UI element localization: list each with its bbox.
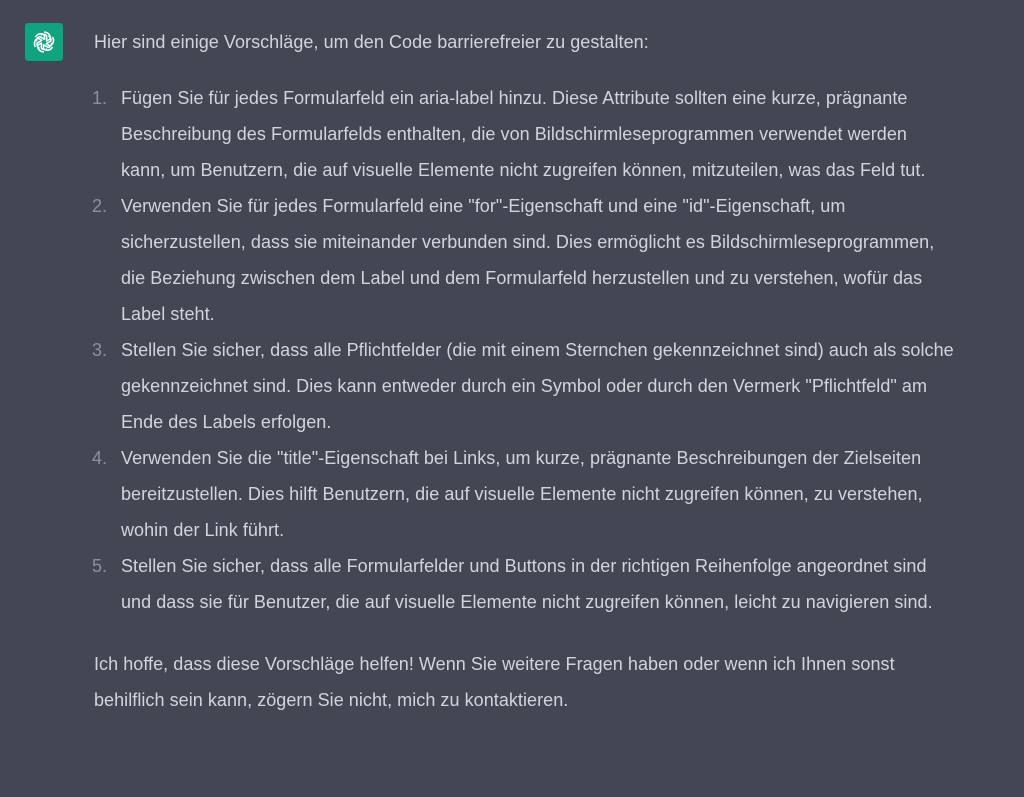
list-item-number: 5. (92, 556, 108, 576)
list-item (94, 440, 954, 548)
list-item-text: Verwenden Sie die "title"-Eigenschaft bei Links, um kurze, prägnante Beschreibungen der Zielseiten bereitzustellen. Dies hilft Benutzern, die auf visuelle Elemente nicht zugreifen können, zu verstehen, wohin der Link führt. (121, 448, 923, 540)
message-outro: Ich hoffe, dass diese Vorschläge helfen! Wenn Sie weitere Fragen haben oder wenn ich Ihnen sonst behilflich sein kann, zögern Sie nicht, mich zu kontaktieren. (94, 654, 895, 710)
openai-logo-icon (31, 29, 57, 55)
suggestions-list (94, 80, 954, 620)
list-item-text: Verwenden Sie für jedes Formularfeld eine "for"-Eigenschaft und eine "id"-Eigenschaft, um sicherzustellen, dass sie miteinander verbunden sind. Dies ermöglicht es Bildschirmleseprogrammen, die Beziehung zwischen dem Label und dem Formularfeld herzustellen und zu verstehen, wofür das Label steht. (121, 196, 935, 324)
list-item-text: Fügen Sie für jedes Formularfeld ein aria-label hinzu. Diese Attribute sollten eine kurze, prägnante Beschreibung des Formularfelds enthalten, die von Bildschirmleseprogrammen verwendet werden kann, um Benutzern, die auf visuelle Elemente nicht zugreifen können, mitzuteilen, was das Feld tut. (121, 88, 926, 180)
list-item (94, 548, 954, 620)
list-item-text: Stellen Sie sicher, dass alle Formularfelder und Buttons in der richtigen Reihenfolge angeordnet sind und dass sie für Benutzer, die auf visuelle Elemente nicht zugreifen können, leicht zu navigieren sind. (121, 556, 933, 612)
list-item (94, 188, 954, 332)
list-item (94, 80, 954, 188)
message-intro: Hier sind einige Vorschläge, um den Code barrierefreier zu gestalten: (94, 32, 649, 52)
list-item-number: 2. (92, 196, 108, 216)
list-item (94, 332, 954, 440)
list-item-number: 3. (92, 340, 108, 360)
assistant-avatar (25, 23, 63, 61)
list-item-text: Stellen Sie sicher, dass alle Pflichtfelder (die mit einem Sternchen gekennzeichnet sind) auch als solche gekennzeichnet sind. Dies kann entweder durch ein Symbol oder durch den Vermerk "Pflichtfeld" am Ende des Labels erfolgen. (121, 340, 954, 432)
message-content (94, 26, 954, 718)
list-item-number: 4. (92, 448, 108, 468)
list-item-number: 1. (92, 88, 108, 108)
